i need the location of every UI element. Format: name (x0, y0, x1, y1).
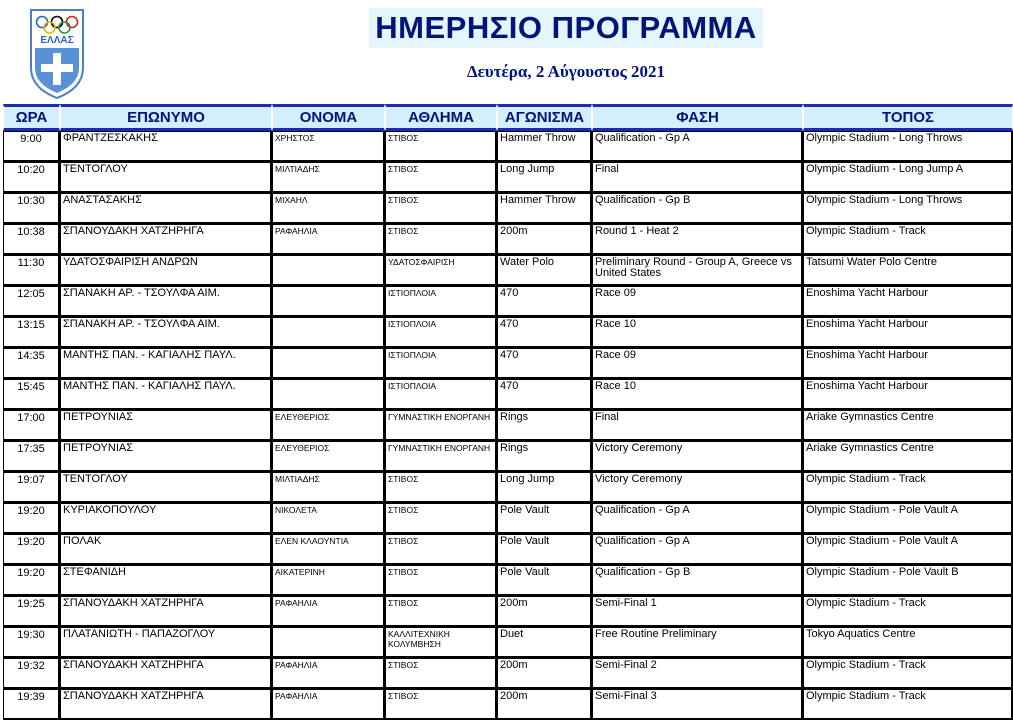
cell-venue: Olympic Stadium - Long Jump A (803, 162, 1013, 193)
cell-event: 200m (497, 689, 592, 720)
cell-sport: ΙΣΤΙΟΠΛΟΙΑ (385, 379, 497, 410)
cell-sport: ΙΣΤΙΟΠΛΟΙΑ (385, 317, 497, 348)
cell-surname: ΣΠΑΝΟΥΔΑΚΗ ΧΑΤΖΗΡΗΓΑ (60, 596, 272, 627)
cell-sport: ΣΤΙΒΟΣ (385, 658, 497, 689)
table-header-row (3, 104, 1013, 131)
cell-phase: Race 09 (592, 348, 803, 379)
table-row (3, 627, 1013, 658)
cell-sport: ΣΤΙΒΟΣ (385, 162, 497, 193)
cell-venue: Ariake Gymnastics Centre (803, 410, 1013, 441)
cell-name: ΜΙΛΤΙΑΔΗΣ (272, 162, 385, 193)
cell-event: 200m (497, 596, 592, 627)
table-row (3, 286, 1013, 317)
cell-phase: Final (592, 162, 803, 193)
cell-time: 19:20 (3, 534, 60, 565)
cell-name: ΡΑΦΑΗΛΙΑ (272, 596, 385, 627)
table-row (3, 565, 1013, 596)
cell-time: 19:25 (3, 596, 60, 627)
cell-phase: Semi-Final 2 (592, 658, 803, 689)
table-row (3, 224, 1013, 255)
cell-event: Rings (497, 441, 592, 472)
cell-phase: Qualification - Gp A (592, 131, 803, 162)
cell-surname: ΤΕΝΤΟΓΛΟΥ (60, 472, 272, 503)
cell-surname: ΥΔΑΤΟΣΦΑΙΡΙΣΗ ΑΝΔΡΩΝ (60, 255, 272, 286)
cell-time: 19:20 (3, 503, 60, 534)
cell-name (272, 379, 385, 410)
cell-surname: ΜΑΝΤΗΣ ΠΑΝ. - ΚΑΓΙΑΛΗΣ ΠΑΥΛ. (60, 379, 272, 410)
cell-phase: Qualification - Gp A (592, 503, 803, 534)
cell-sport: ΓΥΜΝΑΣΤΙΚΗ ΕΝΟΡΓΑΝΗ (385, 441, 497, 472)
cell-time: 17:35 (3, 441, 60, 472)
cell-sport: ΣΤΙΒΟΣ (385, 565, 497, 596)
cell-event: Hammer Throw (497, 193, 592, 224)
cell-time: 19:39 (3, 689, 60, 720)
cell-phase: Race 10 (592, 379, 803, 410)
cell-phase: Victory Ceremony (592, 441, 803, 472)
cell-surname: ΠΕΤΡΟΥΝΙΑΣ (60, 441, 272, 472)
cell-name: ΝΙΚΟΛΕΤΑ (272, 503, 385, 534)
cell-venue: Olympic Stadium - Track (803, 472, 1013, 503)
cell-name: ΑΙΚΑΤΕΡΙΝΗ (272, 565, 385, 596)
cell-venue: Enoshima Yacht Harbour (803, 286, 1013, 317)
column-header-event: ΑΓΩΝΙΣΜΑ (497, 104, 592, 131)
hellenic-olympic-committee-logo (28, 6, 86, 100)
cell-event: Water Polo (497, 255, 592, 286)
cell-surname: ΚΥΡΙΑΚΟΠΟΥΛΟΥ (60, 503, 272, 534)
cell-phase: Preliminary Round - Group A, Greece vs United States (592, 255, 803, 286)
cell-venue: Olympic Stadium - Pole Vault A (803, 534, 1013, 565)
cell-surname: ΣΤΕΦΑΝΙΔΗ (60, 565, 272, 596)
cell-event: Pole Vault (497, 534, 592, 565)
cell-event: Long Jump (497, 162, 592, 193)
cell-event: 200m (497, 658, 592, 689)
table-row (3, 658, 1013, 689)
cell-event: 200m (497, 224, 592, 255)
column-header-name: ΟΝΟΜΑ (272, 104, 385, 131)
cell-surname: ΜΑΝΤΗΣ ΠΑΝ. - ΚΑΓΙΑΛΗΣ ΠΑΥΛ. (60, 348, 272, 379)
cell-event: 470 (497, 348, 592, 379)
schedule-date: Δευτέρα, 2 Αύγουστος 2021 (466, 62, 666, 81)
cell-venue: Olympic Stadium - Pole Vault B (803, 565, 1013, 596)
cell-sport: ΙΣΤΙΟΠΛΟΙΑ (385, 286, 497, 317)
cell-name (272, 348, 385, 379)
cell-venue: Olympic Stadium - Long Throws (803, 131, 1013, 162)
cell-surname: ΠΕΤΡΟΥΝΙΑΣ (60, 410, 272, 441)
cell-phase: Semi-Final 3 (592, 689, 803, 720)
table-row (3, 348, 1013, 379)
column-header-venue: ΤΟΠΟΣ (803, 104, 1013, 131)
cell-time: 12:05 (3, 286, 60, 317)
cell-venue: Olympic Stadium - Long Throws (803, 193, 1013, 224)
cell-name (272, 317, 385, 348)
cell-time: 19:20 (3, 565, 60, 596)
cell-event: Pole Vault (497, 565, 592, 596)
cell-event: 470 (497, 286, 592, 317)
logo-text: ΕΛΛΑΣ (40, 35, 74, 46)
cell-event: Pole Vault (497, 503, 592, 534)
cell-phase: Qualification - Gp B (592, 565, 803, 596)
cell-venue: Tokyo Aquatics Centre (803, 627, 1013, 658)
cell-time: 11:30 (3, 255, 60, 286)
table-row (3, 410, 1013, 441)
cell-venue: Ariake Gymnastics Centre (803, 441, 1013, 472)
cell-phase: Round 1 - Heat 2 (592, 224, 803, 255)
cell-surname: ΣΠΑΝΟΥΔΑΚΗ ΧΑΤΖΗΡΗΓΑ (60, 689, 272, 720)
table-row (3, 472, 1013, 503)
cell-event: Rings (497, 410, 592, 441)
cell-surname: ΣΠΑΝΟΥΔΑΚΗ ΧΑΤΖΗΡΗΓΑ (60, 658, 272, 689)
column-header-sport: ΑΘΛΗΜΑ (385, 104, 497, 131)
cell-venue: Olympic Stadium - Track (803, 689, 1013, 720)
cell-venue: Olympic Stadium - Pole Vault A (803, 503, 1013, 534)
cell-sport: ΣΤΙΒΟΣ (385, 224, 497, 255)
cell-phase: Qualification - Gp A (592, 534, 803, 565)
cell-phase: Race 10 (592, 317, 803, 348)
cell-name: ΡΑΦΑΗΛΙΑ (272, 224, 385, 255)
cell-phase: Semi-Final 1 (592, 596, 803, 627)
table-row (3, 379, 1013, 410)
table-row (3, 317, 1013, 348)
cell-name: ΧΡΗΣΤΟΣ (272, 131, 385, 162)
cell-surname: ΣΠΑΝΟΥΔΑΚΗ ΧΑΤΖΗΡΗΓΑ (60, 224, 272, 255)
cell-surname: ΑΝΑΣΤΑΣΑΚΗΣ (60, 193, 272, 224)
cell-time: 19:32 (3, 658, 60, 689)
cell-phase: Free Routine Preliminary (592, 627, 803, 658)
cell-name: ΡΑΦΑΗΛΙΑ (272, 658, 385, 689)
cell-surname: ΤΕΝΤΟΓΛΟΥ (60, 162, 272, 193)
column-header-surname: ΕΠΩΝΥΜΟ (60, 104, 272, 131)
cell-time: 10:38 (3, 224, 60, 255)
cell-time: 15:45 (3, 379, 60, 410)
cell-sport: ΣΤΙΒΟΣ (385, 534, 497, 565)
table-row (3, 193, 1013, 224)
cell-name: ΕΛΕΝ ΚΛΑΟΥΝΤΙΑ (272, 534, 385, 565)
cell-venue: Tatsumi Water Polo Centre (803, 255, 1013, 286)
cell-sport: ΣΤΙΒΟΣ (385, 596, 497, 627)
cell-surname: ΣΠΑΝΑΚΗ ΑΡ. - ΤΣΟΥΛΦΑ ΑΙΜ. (60, 286, 272, 317)
cell-name: ΜΙΧΑΗΛ (272, 193, 385, 224)
column-header-phase: ΦΑΣΗ (592, 104, 803, 131)
cell-name: ΕΛΕΥΘΕΡΙΟΣ (272, 410, 385, 441)
cell-name: ΡΑΦΑΗΛΙΑ (272, 689, 385, 720)
cell-venue: Olympic Stadium - Track (803, 596, 1013, 627)
cell-name (272, 627, 385, 658)
table-row (3, 162, 1013, 193)
cell-venue: Olympic Stadium - Track (803, 224, 1013, 255)
cell-event: Hammer Throw (497, 131, 592, 162)
table-row (3, 534, 1013, 565)
cell-name (272, 286, 385, 317)
cell-time: 9:00 (3, 131, 60, 162)
schedule-table (3, 104, 1013, 720)
cell-time: 19:07 (3, 472, 60, 503)
cell-sport: ΣΤΙΒΟΣ (385, 472, 497, 503)
schedule-rows (3, 131, 1013, 720)
table-row (3, 255, 1013, 286)
cell-phase: Qualification - Gp B (592, 193, 803, 224)
cell-time: 10:20 (3, 162, 60, 193)
cell-surname: ΦΡΑΝΤΖΕΣΚΑΚΗΣ (60, 131, 272, 162)
cell-sport: ΚΑΛΛΙΤΕΧΝΙΚΗ ΚΟΛΥΜΒΗΣΗ (385, 627, 497, 658)
cell-sport: ΥΔΑΤΟΣΦΑΙΡΙΣΗ (385, 255, 497, 286)
cell-phase: Final (592, 410, 803, 441)
cell-sport: ΓΥΜΝΑΣΤΙΚΗ ΕΝΟΡΓΑΝΗ (385, 410, 497, 441)
column-header-time: ΩΡΑ (3, 104, 60, 131)
cell-phase: Victory Ceremony (592, 472, 803, 503)
cell-sport: ΣΤΙΒΟΣ (385, 503, 497, 534)
cell-event: Duet (497, 627, 592, 658)
cell-surname: ΣΠΑΝΑΚΗ ΑΡ. - ΤΣΟΥΛΦΑ ΑΙΜ. (60, 317, 272, 348)
cell-venue: Enoshima Yacht Harbour (803, 317, 1013, 348)
cell-sport: ΣΤΙΒΟΣ (385, 193, 497, 224)
cell-name (272, 255, 385, 286)
cell-name: ΜΙΛΤΙΑΔΗΣ (272, 472, 385, 503)
cell-phase: Race 09 (592, 286, 803, 317)
page-title: ΗΜΕΡΗΣΙΟ ΠΡΟΓΡΑΜΜΑ (369, 8, 763, 48)
cell-event: Long Jump (497, 472, 592, 503)
cell-name: ΕΛΕΥΘΕΡΙΟΣ (272, 441, 385, 472)
cell-event: 470 (497, 317, 592, 348)
cell-time: 19:30 (3, 627, 60, 658)
cell-time: 17:00 (3, 410, 60, 441)
table-row (3, 441, 1013, 472)
cell-venue: Enoshima Yacht Harbour (803, 379, 1013, 410)
cell-surname: ΠΟΛΑΚ (60, 534, 272, 565)
table-row (3, 596, 1013, 627)
cell-sport: ΣΤΙΒΟΣ (385, 689, 497, 720)
cell-surname: ΠΛΑΤΑΝΙΩΤΗ - ΠΑΠΑΖΟΓΛΟΥ (60, 627, 272, 658)
table-row (3, 503, 1013, 534)
cell-sport: ΙΣΤΙΟΠΛΟΙΑ (385, 348, 497, 379)
table-row (3, 131, 1013, 162)
cell-event: 470 (497, 379, 592, 410)
cell-sport: ΣΤΙΒΟΣ (385, 131, 497, 162)
cell-venue: Enoshima Yacht Harbour (803, 348, 1013, 379)
cell-time: 13:15 (3, 317, 60, 348)
cell-time: 10:30 (3, 193, 60, 224)
cell-venue: Olympic Stadium - Track (803, 658, 1013, 689)
cell-time: 14:35 (3, 348, 60, 379)
table-row (3, 689, 1013, 720)
